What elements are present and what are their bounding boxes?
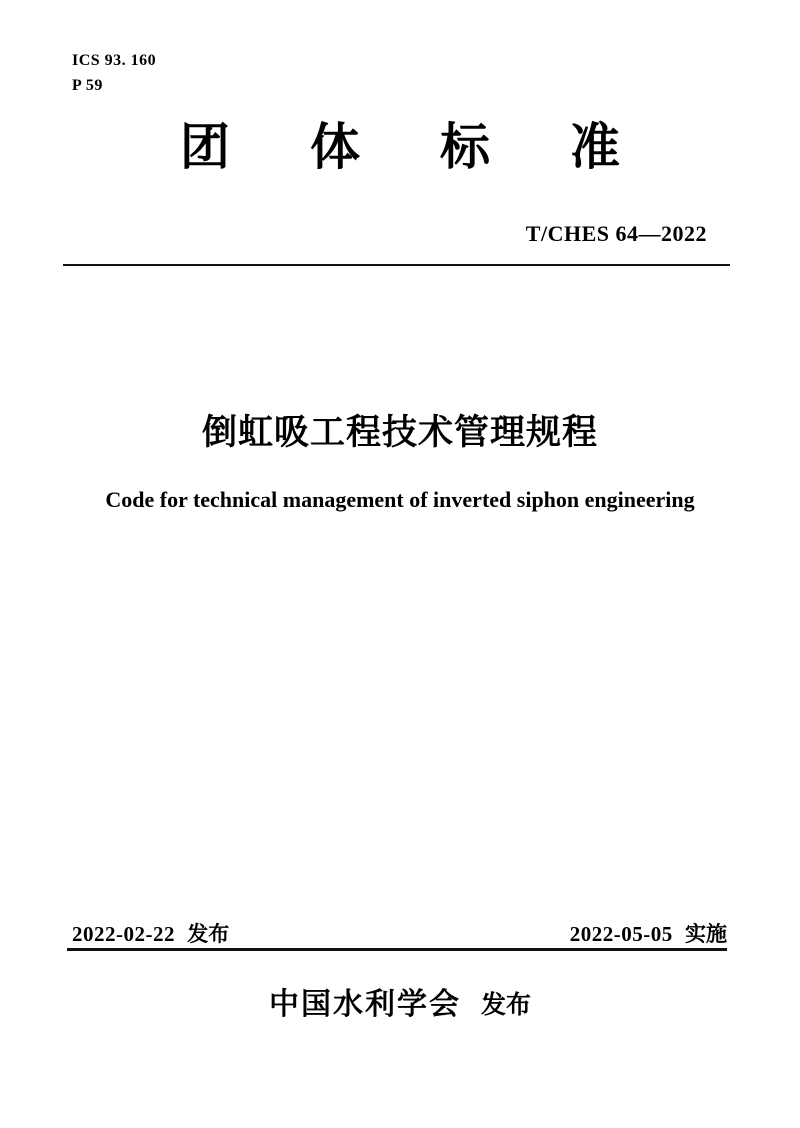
standard-type-char: 体 [310,119,360,175]
implementation-date [570,922,727,947]
ics-block [72,48,156,98]
standard-type-title [0,121,800,173]
dates-row [72,922,727,947]
bottom-divider [67,948,727,951]
standard-type-char: 准 [570,119,620,175]
issue-date [72,922,229,947]
classification-code: P 59 [72,77,103,94]
implementation-date-label: 实施 [685,923,727,946]
document-title-zh: 倒虹吸工程技术管理规程 [201,413,598,452]
publisher-action-label: 发布 [480,991,531,1019]
publisher-name: 中国水利学会 [268,988,461,1021]
standard-type-char: 团 [180,119,230,175]
implementation-date-value: 2022-05-05 [569,922,673,946]
document-title-en: Code for technical management of inverted siphon engineering [105,487,695,512]
standard-type-char: 标 [440,119,490,175]
publisher-row [0,979,800,1023]
ics-code: ICS 93. 160 [72,52,157,69]
issue-date-value: 2022-02-22 [72,922,175,946]
issue-date-label: 发布 [187,923,230,946]
top-divider [63,264,730,266]
standard-number: T/CHES 64—2022 [525,221,707,246]
